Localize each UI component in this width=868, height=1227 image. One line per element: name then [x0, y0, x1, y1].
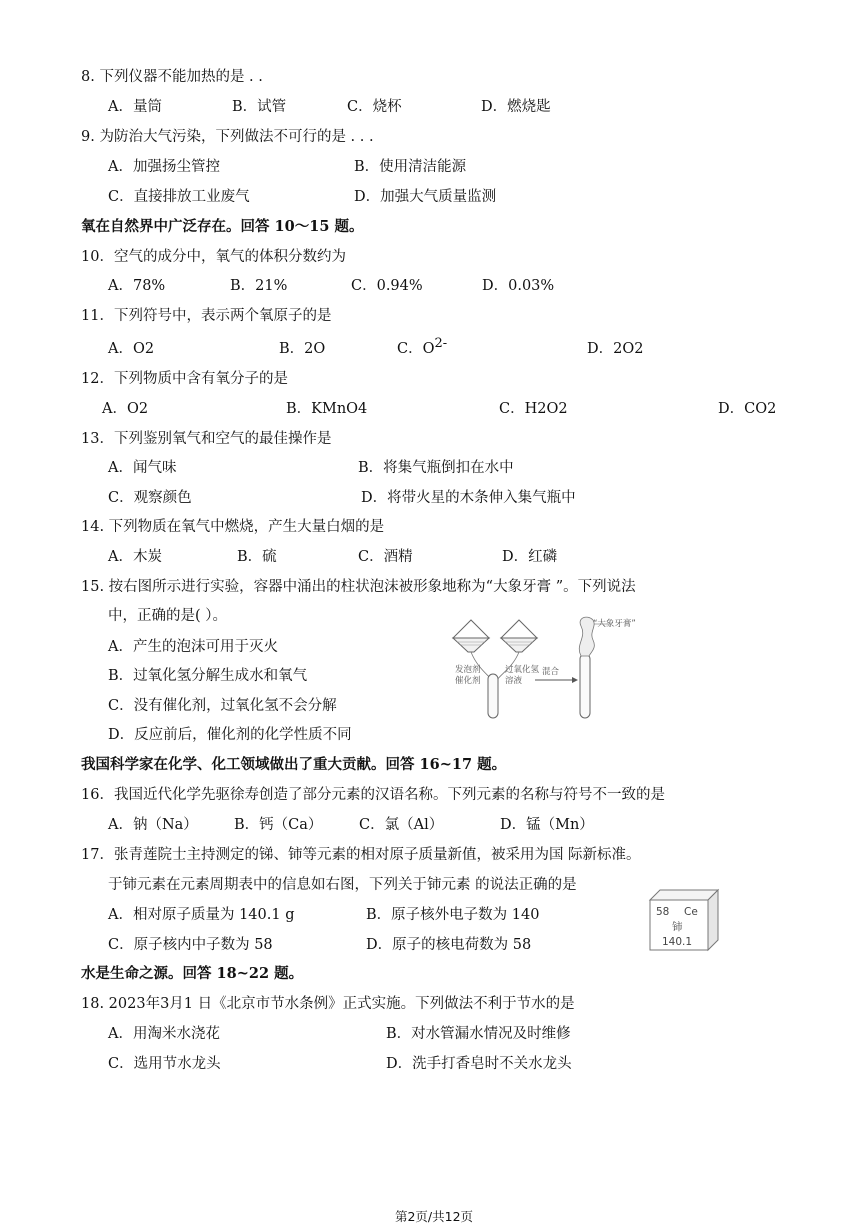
q13-stem: 13．下列鉴别氧气和空气的最佳操作是 — [81, 431, 332, 447]
q16-option-c: C．氯（Al） — [359, 817, 444, 833]
q8-stem: 8. 下列仪器不能加热的是 . . — [81, 69, 263, 85]
tile-element-symbol: Ce — [684, 906, 698, 918]
q11-option-c — [397, 336, 448, 359]
q12-option-c: C．H2O2 — [499, 401, 568, 417]
q14-stem: 14. 下列物质在氧气中燃烧，产生大量白烟的是 — [81, 519, 385, 535]
q16-option-b: B．钙（Ca） — [234, 817, 323, 833]
q17-stem: 17．张青莲院士主持测定的锑、铈等元素的相对原子质量新值，被采用为国 际新标准。 — [81, 847, 641, 863]
q13-option-c: C．观察颜色 — [108, 490, 192, 506]
q15-option-a: A．产生的泡沫可用于灭火 — [108, 639, 278, 655]
q15-option-d: D．反应前后，催化剂的化学性质不同 — [108, 727, 352, 743]
q11-option-c-text: C．O — [397, 341, 435, 357]
q15-stem: 15. 按右图所示进行实验，容器中涌出的柱状泡沫被形象地称为“大象牙膏 ”。下列说法 — [81, 579, 636, 595]
section-heading-scientists: 我国科学家在化学、化工领域做出了重大贡献。回答 16~17 题。 — [81, 756, 507, 773]
tile-element-name: 铈 — [672, 921, 683, 933]
q10-stem: 10．空气的成分中，氧气的体积分数约为 — [81, 249, 346, 265]
q17-option-b: B．原子核外电子数为 140 — [366, 907, 540, 923]
q9-option-d: D．加强大气质量监测 — [354, 189, 497, 205]
q10-option-b: B．21% — [230, 278, 288, 294]
q11-option-b: B．2O — [279, 341, 326, 357]
result-tube — [580, 654, 590, 718]
section-heading-water: 水是生命之源。回答 18~22 题。 — [81, 965, 304, 982]
section-heading-oxygen: 氧在自然界中广泛存在。回答 10～15 题。 — [81, 218, 364, 235]
q12-stem: 12．下列物质中含有氧分子的是 — [81, 371, 288, 387]
q17-option-d: D．原子的核电荷数为 58 — [366, 937, 532, 953]
label-hydrogen-peroxide: 过氧化氢 — [505, 665, 540, 675]
q18-option-a: A．用淘米水浇花 — [108, 1026, 220, 1042]
label-solution: 溶液 — [505, 676, 523, 686]
elephant-toothpaste-figure — [447, 612, 637, 722]
label-mix: 混合 — [542, 667, 560, 677]
q18-option-c: C．选用节水龙头 — [108, 1056, 221, 1072]
q11-option-d: D．2O2 — [587, 341, 644, 357]
q17-stem-continued: 于铈元素在元素周期表中的信息如右图，下列关于铈元素 的说法正确的是 — [108, 877, 577, 893]
cerium-element-tile — [648, 888, 720, 952]
q13-option-a: A．闻气味 — [108, 460, 177, 476]
q16-option-d: D．锰（Mn） — [500, 817, 594, 833]
q9-option-b: B．使用清洁能源 — [354, 159, 467, 175]
q8-option-a: A．量筒 — [108, 99, 162, 115]
label-foaming-agent: 发泡剂 — [455, 665, 481, 675]
q18-stem: 18. 2023年3月1 日《北京市节水条例》正式实施。下列做法不利于节水的是 — [81, 996, 575, 1012]
q8-option-b: B．试管 — [232, 99, 287, 115]
q14-option-d: D．红磷 — [502, 549, 558, 565]
q9-option-c: C．直接排放工业废气 — [108, 189, 250, 205]
elephant-toothpaste-diagram — [447, 612, 637, 722]
left-funnel-top — [453, 620, 489, 638]
q15-stem-continued: 中，正确的是( ）。 — [108, 608, 228, 624]
q11-option-a: A．O2 — [108, 341, 155, 357]
q15-option-b: B．过氧化氢分解生成水和氧气 — [108, 668, 308, 684]
q14-option-b: B．硫 — [237, 549, 277, 565]
q17-option-a: A．相对原子质量为 140.1 g — [108, 907, 295, 923]
q16-option-a: A．钠（Na） — [108, 817, 198, 833]
q18-option-d: D．洗手打香皂时不关水龙头 — [386, 1056, 572, 1072]
q12-option-d: D．CO2 — [718, 401, 777, 417]
tile-atomic-mass: 140.1 — [662, 936, 693, 948]
q13-option-b: B．将集气瓶倒扣在水中 — [358, 460, 514, 476]
q11-stem: 11．下列符号中，表示两个氧原子的是 — [81, 308, 332, 324]
reaction-tube — [488, 674, 498, 718]
q14-option-c: C．酒精 — [358, 549, 413, 565]
tile-atomic-number: 58 — [656, 906, 670, 918]
q18-option-b: B．对水管漏水情况及时维修 — [386, 1026, 571, 1042]
label-catalyst: 催化剂 — [455, 676, 481, 686]
q8-option-d: D．燃烧匙 — [481, 99, 551, 115]
label-elephant-toothpaste: “大象牙膏” — [593, 619, 636, 629]
q16-stem: 16．我国近代化学先驱徐寿创造了部分元素的汉语名称。下列元素的名称与符号不一致的是 — [81, 787, 665, 803]
cerium-tile-drawing — [648, 888, 720, 952]
q13-option-d: D．将带火星的木条伸入集气瓶中 — [361, 490, 576, 506]
q9-stem: 9. 为防治大气污染，下列做法不可行的是 . . . — [81, 129, 374, 145]
q12-option-b: B．KMnO4 — [286, 401, 368, 417]
q10-option-a: A．78% — [108, 278, 166, 294]
q10-option-c: C．0.94% — [351, 278, 423, 294]
q8-option-c: C．烧杯 — [347, 99, 402, 115]
q15-option-c: C．没有催化剂，过氧化氢不会分解 — [108, 698, 337, 714]
page-number-footer: 第2页/共12页 — [394, 1209, 474, 1224]
right-funnel-top — [501, 620, 537, 638]
q14-option-a: A．木炭 — [108, 549, 162, 565]
q12-option-a: A．O2 — [102, 401, 149, 417]
q11-option-c-charge: 2- — [434, 336, 448, 351]
q10-option-d: D．0.03% — [482, 278, 555, 294]
q17-option-c: C．原子核内中子数为 58 — [108, 937, 273, 953]
q9-option-a: A．加强扬尘管控 — [108, 159, 220, 175]
